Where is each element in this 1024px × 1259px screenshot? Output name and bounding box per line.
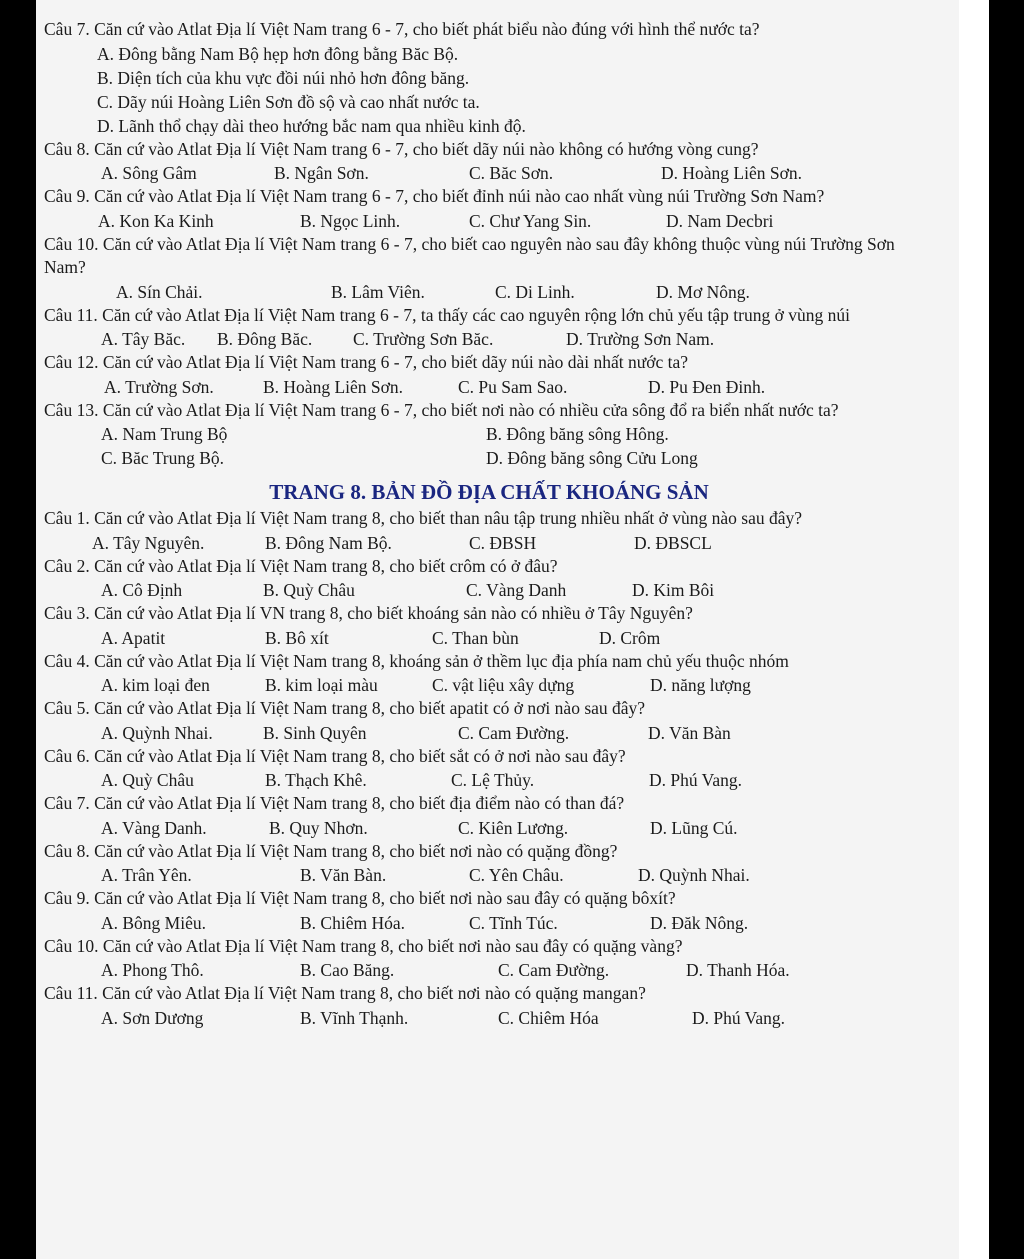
answer-option: B. Lâm Viên. <box>331 281 425 302</box>
answer-option: A. Sín Chải. <box>116 281 203 302</box>
answer-option: C. Tĩnh Túc. <box>469 912 558 933</box>
answer-row <box>44 209 914 233</box>
question-text: Câu 9. Căn cứ vào Atlat Địa lí Việt Nam trang 6 - 7, cho biết đỉnh núi nào cao nhất vùng núi Trường Sơn Nam? <box>44 186 825 206</box>
answer-option: A. Sơn Dương <box>101 1007 204 1028</box>
answer-row <box>44 280 914 304</box>
answer-row <box>44 816 914 840</box>
document-content <box>44 18 914 1030</box>
answer-option: B. Văn Bàn. <box>300 865 387 885</box>
answer-option: A. Trân Yên. <box>101 865 192 885</box>
question-text: Câu 11. Căn cứ vào Atlat Địa lí Việt Nam trang 6 - 7, ta thấy các cao nguyên rộng lớn chủ yếu tập trung ở vùng núi <box>44 304 850 325</box>
answer-option: C. Chư Yang Sin. <box>469 210 592 231</box>
answer-row <box>44 1006 914 1030</box>
answer-option: C. Lệ Thủy. <box>451 770 535 790</box>
answer-option: D. ĐBSCL <box>634 532 712 553</box>
answer-option: A. Vàng Danh. <box>101 817 207 838</box>
answer-row <box>44 66 914 90</box>
answer-option: C. Cam Đường. <box>498 960 610 980</box>
answer-option: D. Văn Bàn <box>648 722 731 743</box>
answer-option: A. Tây Băc. <box>101 329 186 349</box>
question-text: Câu 1. Căn cứ vào Atlat Địa lí Việt Nam trang 8, cho biết than nâu tập trung nhiều nhất ở vùng nào sau đây? <box>44 508 803 528</box>
question-text: Câu 4. Căn cứ vào Atlat Địa lí Việt Nam trang 8, khoáng sản ở thềm lục địa phía nam chủ yếu thuộc nhóm <box>44 650 789 671</box>
answer-row <box>44 673 914 697</box>
answer-row <box>44 90 914 114</box>
right-margin-bar <box>959 0 989 1259</box>
answer-option: C. ĐBSH <box>469 532 537 553</box>
answer-option: A. Kon Ka Kinh <box>98 210 214 231</box>
answer-option: C. Yên Châu. <box>469 865 564 885</box>
question-text: Câu 7. Căn cứ vào Atlat Địa lí Việt Nam trang 6 - 7, cho biết phát biểu nào đúng với hình thể nước ta? <box>44 19 760 39</box>
question-text: Câu 12. Căn cứ vào Atlat Địa lí Việt Nam trang 6 - 7, cho biết dãy núi nào dài nhất nước ta? <box>44 352 689 372</box>
answer-row <box>44 42 914 66</box>
answer-option: A. Trường Sơn. <box>104 376 214 397</box>
answer-option: A. Quỳnh Nhai. <box>101 722 213 743</box>
answer-option: A. Tây Nguyên. <box>92 532 205 553</box>
answer-option: D. Thanh Hóa. <box>686 960 790 980</box>
answer-option: A. Apatit <box>101 627 166 648</box>
answer-option: D. Quỳnh Nhai. <box>638 865 750 885</box>
answer-option: D. Kim Bôi <box>632 580 715 600</box>
answer-option: D. Phú Vang. <box>649 770 743 790</box>
question-text: Câu 6. Căn cứ vào Atlat Địa lí Việt Nam trang 8, cho biết sắt có ở nơi nào sau đây? <box>44 745 626 766</box>
answer-option: B. Bô xít <box>265 627 329 648</box>
answer-option: B. Ngân Sơn. <box>274 163 369 183</box>
question-text: Câu 2. Căn cứ vào Atlat Địa lí Việt Nam trang 8, cho biết crôm có ở đâu? <box>44 555 558 576</box>
question-text: Câu 8. Căn cứ vào Atlat Địa lí Việt Nam trang 6 - 7, cho biết dãy núi nào không có hướng vòng cung? <box>44 138 759 159</box>
answer-option: D. Nam Decbri <box>666 210 774 231</box>
question-text: Câu 8. Căn cứ vào Atlat Địa lí Việt Nam trang 8, cho biết nơi nào có quặng đồng? <box>44 840 618 861</box>
answer-row <box>44 161 914 185</box>
answer-option: D. Lũng Cú. <box>650 817 738 838</box>
answer-option: A. Cô Định <box>101 580 183 600</box>
question-text: Câu 10. Căn cứ vào Atlat Địa lí Việt Nam trang 6 - 7, cho biết cao nguyên nào sau đây không thuộc vùng núi Trường Sơn Nam? <box>44 233 895 277</box>
answer-option: C. Băc Sơn. <box>469 163 554 183</box>
answer-option: B. Hoàng Liên Sơn. <box>263 376 404 397</box>
answer-option: A. Sông Gâm <box>101 163 197 183</box>
answer-option: D. năng lượng <box>650 675 751 695</box>
answer-option: C. Di Linh. <box>495 281 575 302</box>
answer-option: B. Quỳ Châu <box>263 580 355 600</box>
answer-row <box>44 114 914 138</box>
answer-option: B. Sinh Quyên <box>263 722 367 743</box>
answer-option: C. Pu Sam Sao. <box>458 376 568 397</box>
answer-row <box>44 375 914 399</box>
answer-row <box>44 422 914 446</box>
answer-option: B. Chiêm Hóa. <box>300 912 405 933</box>
question-text: Câu 13. Căn cứ vào Atlat Địa lí Việt Nam trang 6 - 7, cho biết nơi nào có nhiều cửa sông đổ ra biển nhất nước ta? <box>44 399 839 420</box>
answer-option: A. Nam Trung Bộ <box>101 424 228 444</box>
answer-option: D. Mơ Nông. <box>656 281 750 302</box>
answer-option: C. Băc Trung Bộ. <box>101 448 225 468</box>
answer-option: D. Phú Vang. <box>692 1007 786 1028</box>
answer-option: D. Hoàng Liên Sơn. <box>661 163 802 183</box>
answer-option: A. kim loại đen <box>101 675 210 695</box>
answer-option: D. Đông băng sông Cửu Long <box>486 448 698 468</box>
answer-option: B. Cao Băng. <box>300 960 395 980</box>
answer-option: C. Kiên Lương. <box>458 817 569 838</box>
answer-option: D. Đăk Nông. <box>650 912 749 933</box>
answer-option: C. Trường Sơn Băc. <box>353 329 494 349</box>
answer-row <box>44 446 914 470</box>
answer-option: B. Đông Băc. <box>217 329 313 349</box>
answer-option: B. Đông Nam Bộ. <box>265 532 392 553</box>
answer-option: C. Dãy núi Hoàng Liên Sơn đồ sộ và cao nhất nước ta. <box>97 91 480 112</box>
answer-option: B. Thạch Khê. <box>265 770 367 790</box>
answer-option: D. Crôm <box>599 627 661 648</box>
answer-option: C. Cam Đường. <box>458 722 570 743</box>
answer-row <box>44 863 914 887</box>
answer-option: D. Trường Sơn Nam. <box>566 329 715 349</box>
answer-row <box>44 721 914 745</box>
answer-row <box>44 531 914 555</box>
answer-option: C. Chiêm Hóa <box>498 1007 599 1028</box>
answer-option: C. vật liệu xây dựng <box>432 675 575 695</box>
answer-row <box>44 911 914 935</box>
answer-row <box>44 578 914 602</box>
answer-option: A. Quỳ Châu <box>101 770 194 790</box>
question-text: Câu 10. Căn cứ vào Atlat Địa lí Việt Nam trang 8, cho biết nơi nào sau đây có quặng vàng? <box>44 935 683 956</box>
answer-option: C. Than bùn <box>432 627 519 648</box>
answer-option: A. Bông Miêu. <box>101 912 206 933</box>
answer-option: B. Diện tích của khu vực đồi núi nhỏ hơn đông băng. <box>97 67 470 88</box>
section-title: TRANG 8. BẢN ĐỒ ĐỊA CHẤT KHOÁNG SẢN <box>269 480 709 504</box>
answer-row <box>44 768 914 792</box>
answer-option: B. Vĩnh Thạnh. <box>300 1007 409 1028</box>
answer-option: D. Lãnh thổ chạy dài theo hướng bắc nam qua nhiều kinh độ. <box>97 115 526 136</box>
answer-option: B. Quy Nhơn. <box>269 817 368 838</box>
answer-option: D. Pu Đen Đinh. <box>648 376 766 397</box>
answer-row <box>44 327 914 351</box>
answer-option: C. Vàng Danh <box>466 580 567 600</box>
question-text: Câu 9. Căn cứ vào Atlat Địa lí Việt Nam trang 8, cho biết nơi nào sau đây có quặng bôxít? <box>44 888 676 908</box>
question-text: Câu 5. Căn cứ vào Atlat Địa lí Việt Nam trang 8, cho biết apatit có ở nơi nào sau đây? <box>44 698 646 718</box>
answer-option: A. Phong Thô. <box>101 960 204 980</box>
answer-option: B. Ngọc Linh. <box>300 210 401 231</box>
question-text: Câu 7. Căn cứ vào Atlat Địa lí Việt Nam trang 8, cho biết địa điểm nào có than đá? <box>44 793 625 813</box>
answer-row <box>44 958 914 982</box>
answer-row <box>44 626 914 650</box>
question-text: Câu 11. Căn cứ vào Atlat Địa lí Việt Nam trang 8, cho biết nơi nào có quặng mangan? <box>44 983 646 1003</box>
question-text: Câu 3. Căn cứ vào Atlat Địa lí VN trang 8, cho biết khoáng sản nào có nhiều ở Tây Nguyên? <box>44 603 693 623</box>
answer-option: B. kim loại màu <box>265 675 378 695</box>
answer-option: B. Đông băng sông Hông. <box>486 424 669 444</box>
answer-option: A. Đông bằng Nam Bộ hẹp hơn đông bằng Băc Bộ. <box>97 43 459 64</box>
